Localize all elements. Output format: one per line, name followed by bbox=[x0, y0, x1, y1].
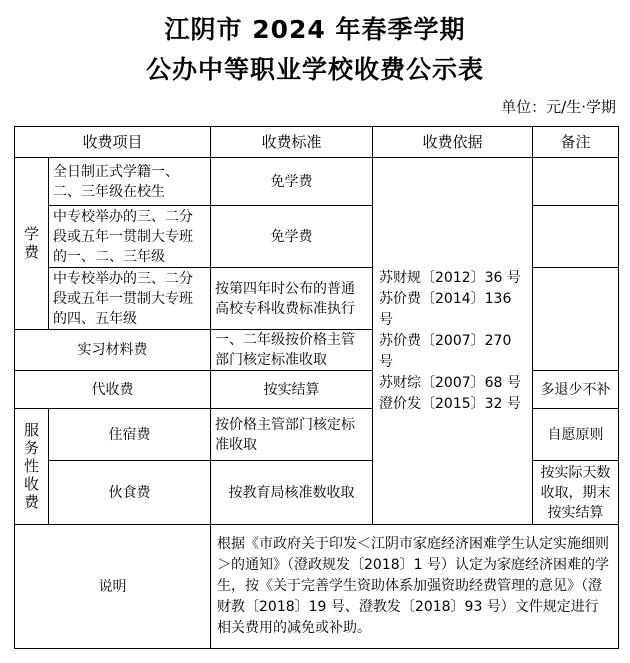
tuition-standard-3: 按第四年时公布的普通高校专科收费标准执行 bbox=[211, 268, 373, 330]
materials-item: 实习材料费 bbox=[15, 330, 211, 371]
note-label: 说明 bbox=[15, 525, 211, 649]
basis-line: 苏价费〔2007〕270 号 bbox=[379, 332, 512, 370]
basis-line: 澄价发〔2015〕32 号 bbox=[379, 395, 521, 412]
tuition-remark-2 bbox=[533, 206, 619, 268]
note-text: 根据《市政府关于印发＜江阴市家庭经济困难学生认定实施细则＞的通知》（澄政规发〔2018〕1 号）认定为家庭经济困难的学生，按《关于完善学生资助体系加强资助经费管理的意见》（澄财教〔2018〕19 号、澄教发〔2018〕93 号）文件规定进行相关费用的减免或补助。 bbox=[211, 525, 619, 649]
agency-remark: 多退少不补 bbox=[533, 371, 619, 409]
header-remark: 备注 bbox=[533, 127, 619, 158]
agency-standard: 按实结算 bbox=[211, 371, 373, 409]
header-item: 收费项目 bbox=[15, 127, 211, 158]
fee-basis bbox=[373, 158, 533, 525]
page-title-line2: 公办中等职业学校收费公示表 bbox=[145, 55, 484, 84]
page-title-line1: 江阴市 2024 年春季学期 bbox=[164, 15, 466, 44]
fee-table bbox=[14, 126, 619, 649]
unit-label: 单位：元/生·学期 bbox=[501, 98, 616, 116]
tuition-item-3: 中专校举办的三、二分段或五年一贯制大专班的四、五年级 bbox=[49, 268, 211, 330]
basis-line: 苏财规〔2012〕36 号 bbox=[379, 269, 521, 286]
basis-line: 苏价费〔2014〕136 号 bbox=[379, 290, 512, 328]
tuition-remark-1 bbox=[533, 158, 619, 206]
service-item-2: 伙食费 bbox=[49, 461, 211, 525]
header-basis: 收费依据 bbox=[373, 127, 533, 158]
tuition-remark-3 bbox=[533, 268, 619, 371]
service-remark-1: 自愿原则 bbox=[533, 409, 619, 461]
tuition-category: 学费 bbox=[15, 158, 49, 330]
agency-item: 代收费 bbox=[15, 371, 211, 409]
service-remark-2: 按实际天数收取，期末按实结算 bbox=[533, 461, 619, 525]
service-standard-1: 按价格主管部门核定标准收取 bbox=[211, 409, 373, 461]
service-standard-2: 按教育局核准数收取 bbox=[211, 461, 373, 525]
tuition-standard-1: 免学费 bbox=[211, 158, 373, 206]
tuition-item-2: 中专校举办的三、二分段或五年一贯制大专班的一、二、三年级 bbox=[49, 206, 211, 268]
header-standard: 收费标准 bbox=[211, 127, 373, 158]
tuition-item-1: 全日制正式学籍一、二、三年级在校生 bbox=[49, 158, 211, 206]
tuition-standard-2: 免学费 bbox=[211, 206, 373, 268]
materials-standard: 一、二年级按价格主管部门核定标准收取 bbox=[211, 330, 373, 371]
service-item-1: 住宿费 bbox=[49, 409, 211, 461]
service-category: 服务性收费 bbox=[15, 409, 49, 525]
basis-line: 苏财综〔2007〕68 号 bbox=[379, 374, 521, 391]
